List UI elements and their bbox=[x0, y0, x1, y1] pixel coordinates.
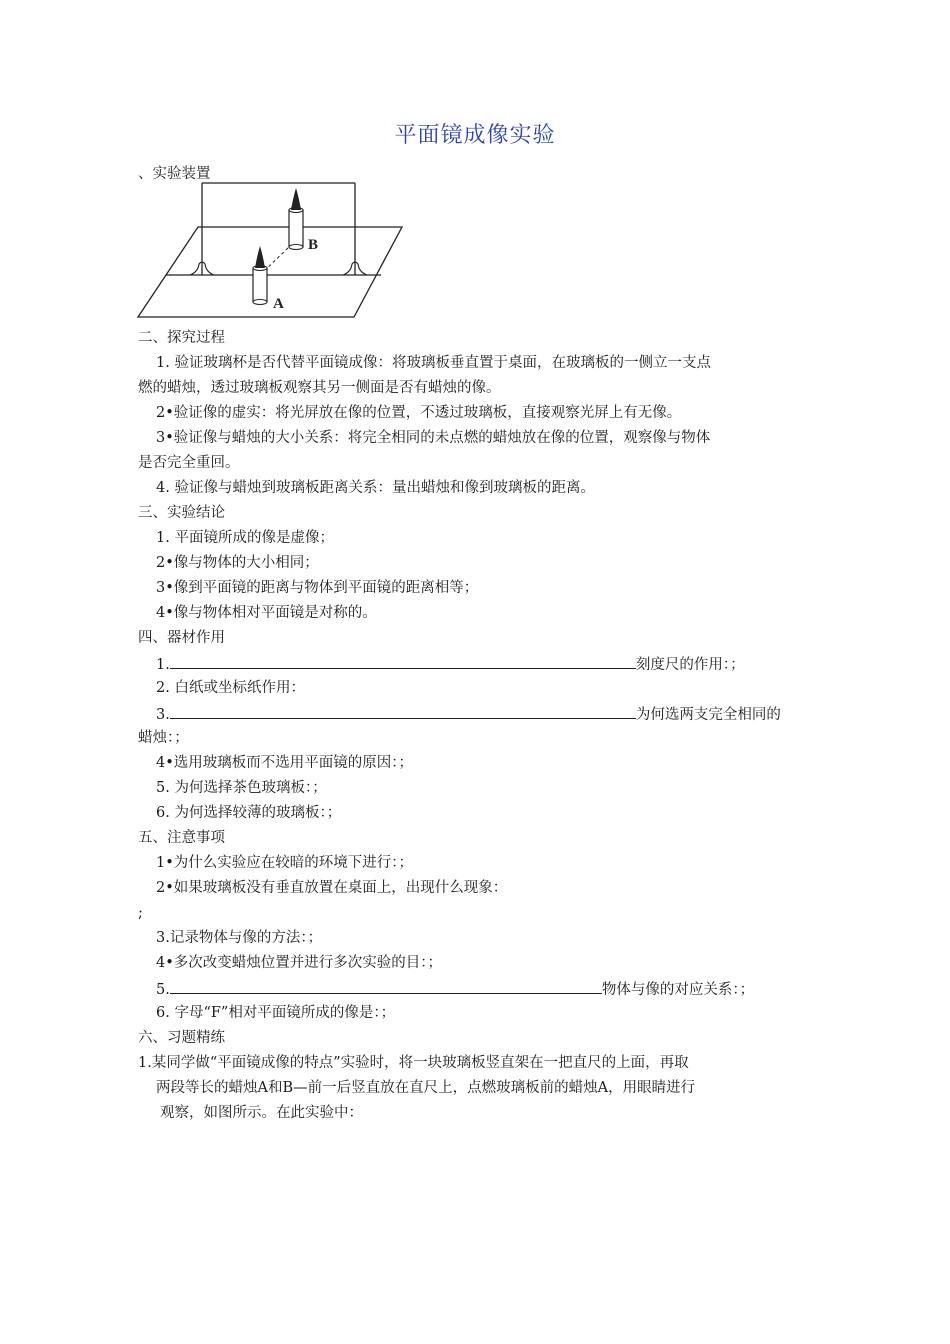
note-3: 3.记录物体与像的方法：； bbox=[156, 930, 323, 946]
answer-blank-5[interactable] bbox=[170, 979, 602, 994]
note-5 bbox=[156, 979, 754, 999]
equipment-6: 6. 为何选择较薄的玻璃板：； bbox=[156, 805, 342, 821]
process-4: 4. 验证像与蜡烛到玻璃板距离关系：量出蜡烛和像到玻璃板的距离。 bbox=[156, 480, 595, 496]
equipment-3-line-2: 蜡烛：； bbox=[138, 730, 189, 746]
flame-a bbox=[255, 246, 265, 268]
equipment-5: 5. 为何选择茶色玻璃板：； bbox=[156, 780, 327, 796]
conclusion-1: 1. 平面镜所成的像是虚像； bbox=[156, 530, 334, 546]
process-1-line-2: 燃的蜡烛，透过玻璃板观察其另一侧面是否有蜡烛的像。 bbox=[138, 380, 501, 396]
equipment-3-text: 为何选两支完全相同的 bbox=[635, 707, 781, 723]
equipment-4: 4•选用玻璃板而不选用平面镜的原因：； bbox=[156, 755, 414, 771]
equipment-1 bbox=[156, 654, 745, 674]
equipment-3-number: 3. bbox=[156, 707, 170, 723]
flame-b bbox=[291, 188, 301, 210]
section-5-heading: 五、注意事项 bbox=[138, 830, 225, 846]
equipment-3 bbox=[156, 704, 781, 724]
section-2-heading: 二、探究过程 bbox=[138, 330, 225, 346]
answer-blank-1[interactable] bbox=[170, 654, 636, 669]
question-1-line-2: 两段等长的蜡烛A和B—前一后竖直放在直尺上，点燃玻璃板前的蜡烛A，用眼睛进行 bbox=[156, 1080, 696, 1096]
note-2-line-2: ; bbox=[138, 905, 143, 921]
answer-blank-3[interactable] bbox=[170, 704, 636, 719]
note-2: 2•如果玻璃板没有垂直放置在桌面上，出现什么现象： bbox=[156, 880, 508, 896]
process-3-line-2: 是否完全重回。 bbox=[138, 455, 240, 471]
candle-a bbox=[253, 268, 267, 302]
process-1-line-1: 1. 验证玻璃杯是否代替平面镜成像：将玻璃板垂直置于桌面，在玻璃板的一侧立一支点 bbox=[156, 355, 711, 371]
note-5-text: 物体与像的对应关系：； bbox=[601, 982, 755, 998]
label-a: A bbox=[273, 296, 284, 312]
conclusion-2: 2•像与物体的大小相同； bbox=[156, 555, 319, 571]
conclusion-3: 3•像到平面镜的距离与物体到平面镜的距离相等； bbox=[156, 580, 479, 596]
candle-b bbox=[289, 210, 303, 247]
question-1-line-1: 1.某同学做“平面镜成像的特点”实验时，将一块玻璃板竖直架在一把直尺的上面，再取 bbox=[138, 1055, 689, 1071]
section-3-heading: 三、实验结论 bbox=[138, 505, 225, 521]
section-4-heading: 四、器材作用 bbox=[138, 630, 225, 646]
experiment-setup-figure bbox=[136, 180, 416, 320]
conclusion-4: 4•像与物体相对平面镜是对称的。 bbox=[156, 605, 377, 621]
section-6-heading: 六、习题精练 bbox=[138, 1030, 225, 1046]
note-6: 6. 字母“F”相对平面镜所成的像是：； bbox=[156, 1005, 396, 1021]
label-b: B bbox=[308, 237, 319, 253]
equipment-2: 2. 白纸或坐标纸作用： bbox=[156, 680, 305, 696]
page-title: 平面镜成像实验 bbox=[394, 123, 556, 148]
equipment-1-number: 1. bbox=[156, 657, 170, 673]
section-1-heading: 、实验装置 bbox=[138, 166, 211, 182]
note-4: 4•多次改变蜡烛位置并进行多次实验的目：； bbox=[156, 955, 443, 971]
process-2: 2•验证像的虚实：将光屏放在像的位置，不透过玻璃板，直接观察光屏上有无像。 bbox=[156, 405, 682, 421]
process-3-line-1: 3•验证像与蜡烛的大小关系：将完全相同的未点燃的蜡烛放在像的位置，观察像与物体 bbox=[156, 430, 711, 446]
note-1: 1•为什么实验应在较暗的环境下进行：； bbox=[156, 855, 414, 871]
question-1-line-3: 观察，如图所示。在此实验中： bbox=[160, 1105, 363, 1121]
equipment-1-text: 刻度尺的作用：； bbox=[635, 657, 745, 673]
note-5-number: 5. bbox=[156, 982, 170, 998]
